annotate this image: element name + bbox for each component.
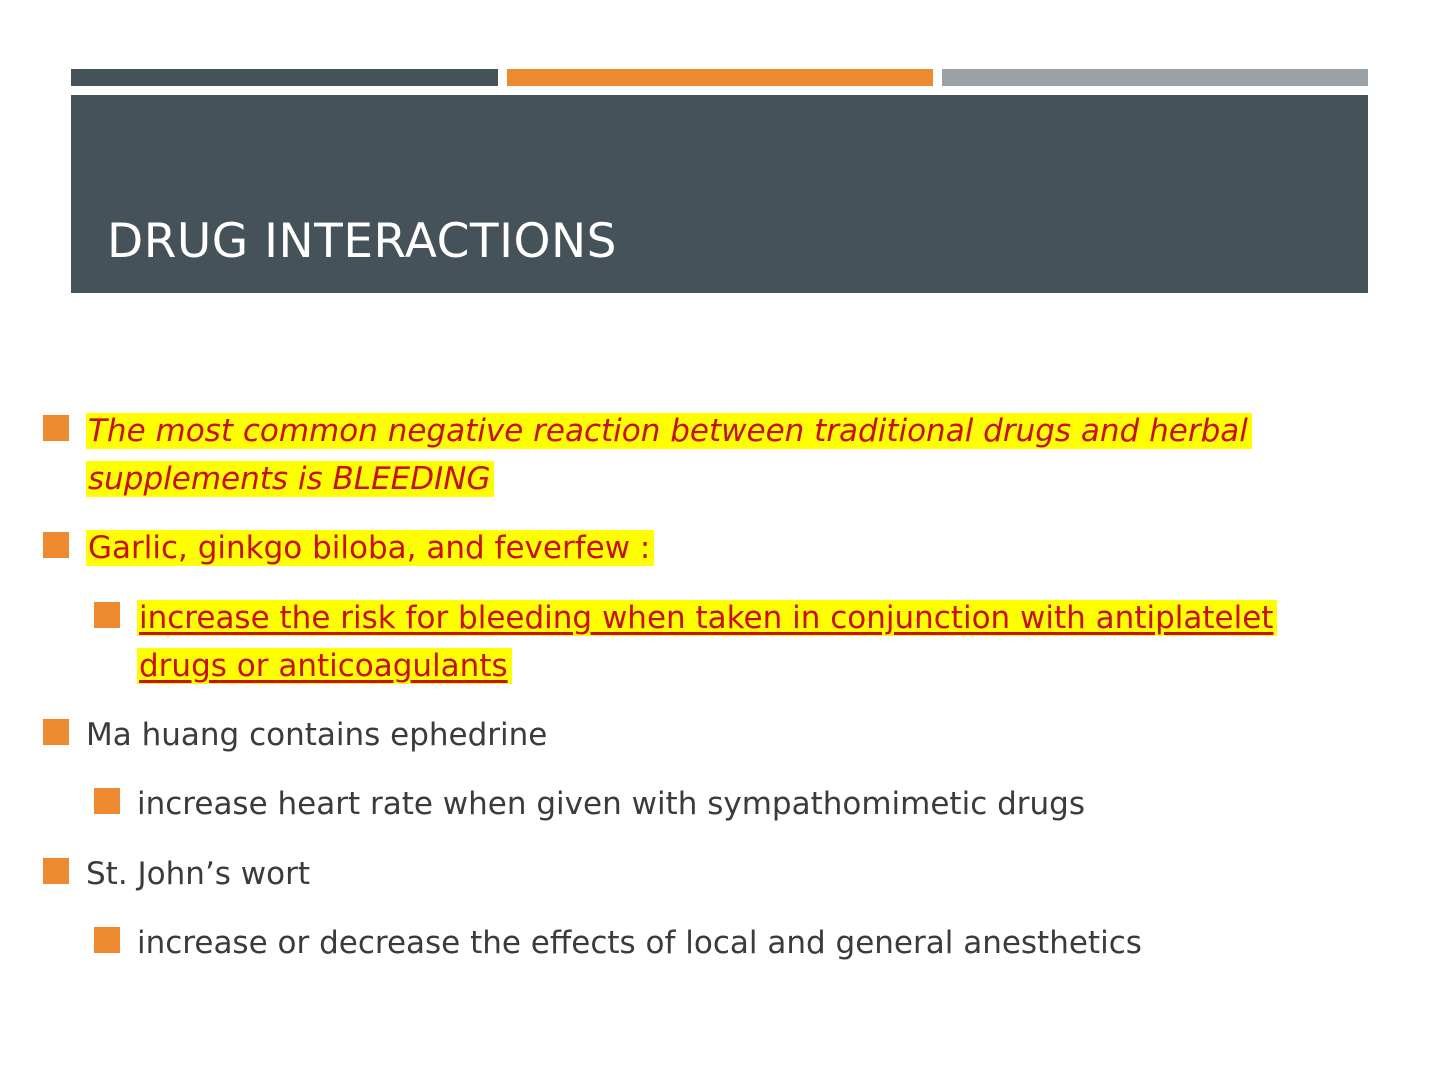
sub-bullet-text-bleeding-risk: increase the risk for bleeding when taken in conjunction with antiplatelet drugs or anticoagulants (137, 600, 1277, 684)
bullet-item-3 (43, 711, 547, 759)
bullet-square-icon (43, 532, 69, 558)
bullet-square-icon (43, 858, 69, 884)
bullet-text-ma-huang: Ma huang contains ephedrine (86, 717, 548, 753)
bullet-square-icon (94, 788, 120, 814)
bullet-item-1 (43, 407, 1413, 503)
accent-bar-gray (942, 69, 1368, 86)
sub-bullet-item-2 (94, 780, 1085, 828)
accent-bar-orange (507, 69, 933, 86)
sub-bullet-item-3 (94, 919, 1142, 967)
bullet-square-icon (43, 415, 69, 441)
bullet-square-icon (43, 719, 69, 745)
bullet-square-icon (94, 927, 120, 953)
sub-bullet-text-anesthetics: increase or decrease the effects of local and general anesthetics (137, 925, 1142, 961)
bullet-text-garlic: Garlic, ginkgo biloba, and feverfew : (86, 530, 654, 566)
bullet-square-icon (94, 602, 120, 628)
bullet-item-2 (43, 524, 654, 572)
bullet-item-4 (43, 850, 310, 898)
bullet-text-st-johns-wort: St. John’s wort (86, 856, 311, 892)
sub-bullet-text-heart-rate: increase heart rate when given with sympathomimetic drugs (137, 786, 1085, 822)
title-banner (71, 95, 1368, 293)
bullet-text-bleeding: The most common negative reaction between traditional drugs and herbal supplements is BLEEDING (86, 413, 1252, 497)
sub-bullet-item-1 (94, 594, 1337, 690)
accent-bar-dark (71, 69, 498, 86)
slide-title: DRUG INTERACTIONS (107, 214, 617, 269)
